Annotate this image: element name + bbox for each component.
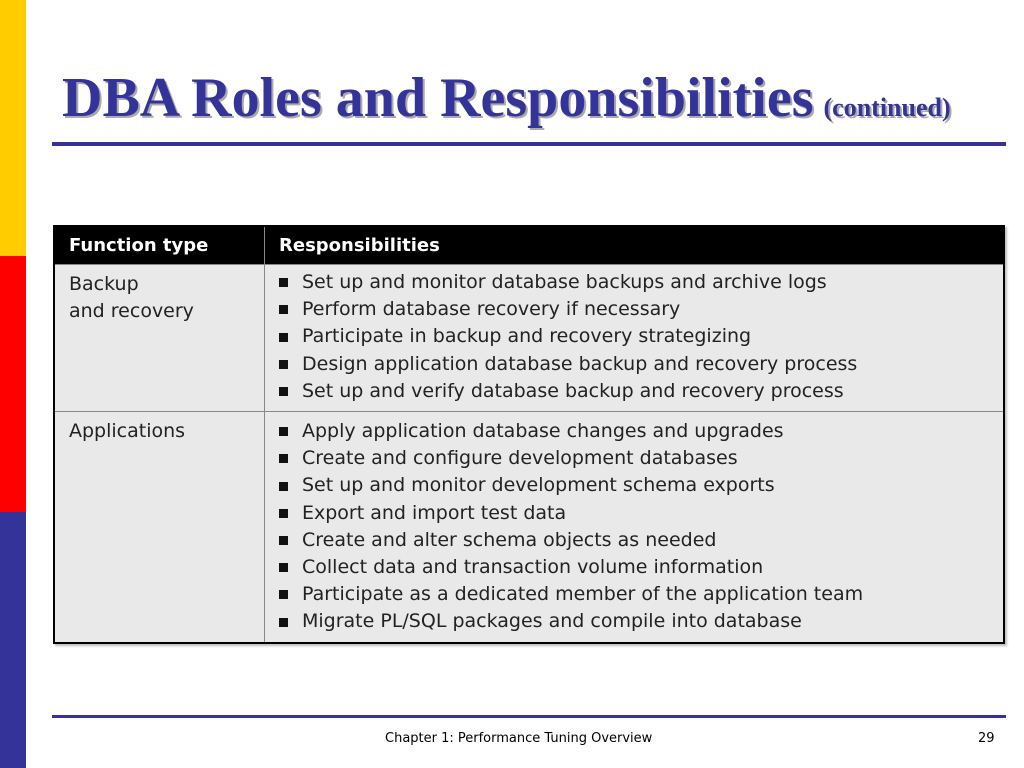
list-item-text: Participate in backup and recovery strategizing	[302, 325, 752, 348]
square-bullet-icon	[279, 618, 288, 627]
list-item-text: Export and import test data	[302, 501, 567, 524]
square-bullet-icon	[279, 360, 288, 369]
footer-chapter-label: Chapter 1: Performance Tuning Overview	[385, 731, 653, 746]
list-item	[279, 296, 993, 323]
table-row	[54, 412, 1004, 643]
list-item	[279, 554, 993, 581]
list-item-text: Design application database backup and recovery process	[302, 352, 858, 375]
square-bullet-icon	[279, 278, 288, 287]
list-item-text: Participate as a dedicated member of the application team	[302, 583, 864, 606]
table-header-row	[54, 226, 1004, 265]
responsibilities-cell	[265, 412, 1005, 643]
square-bullet-icon	[279, 387, 288, 396]
list-item	[279, 269, 993, 296]
table-header-responsibilities: Responsibilities	[265, 226, 1005, 265]
square-bullet-icon	[279, 427, 288, 436]
list-item	[279, 351, 993, 378]
list-item-text: Set up and verify database backup and recovery process	[302, 379, 844, 402]
title-divider	[52, 142, 1006, 146]
square-bullet-icon	[279, 482, 288, 491]
function-type-line: Applications	[69, 420, 186, 443]
list-item-text: Set up and monitor database backups and archive logs	[302, 271, 827, 293]
square-bullet-icon	[279, 563, 288, 572]
function-type-cell	[54, 265, 265, 412]
left-bar-red	[0, 256, 26, 512]
list-item	[279, 445, 993, 472]
list-item-text: Set up and monitor development schema exports	[302, 474, 775, 497]
list-item	[279, 378, 993, 405]
list-item	[279, 472, 993, 499]
list-item-text: Migrate PL/SQL packages and compile into database	[302, 610, 802, 633]
footer-divider	[52, 715, 1006, 718]
left-bar-yellow	[0, 0, 26, 256]
function-type-line: and recovery	[69, 300, 194, 322]
list-item	[279, 500, 993, 527]
list-item	[279, 527, 993, 554]
list-item-text: Apply application database changes and upgrades	[302, 420, 784, 443]
square-bullet-icon	[279, 333, 288, 342]
square-bullet-icon	[279, 454, 288, 463]
list-item	[279, 608, 993, 635]
responsibilities-table	[53, 225, 1005, 644]
list-item-text: Perform database recovery if necessary	[302, 298, 681, 321]
slide-title-suffix: (continued)	[823, 93, 951, 122]
square-bullet-icon	[279, 536, 288, 545]
list-item	[279, 418, 993, 445]
table-row	[54, 265, 1004, 412]
page-number: 29	[978, 731, 995, 746]
slide-title	[62, 66, 951, 130]
function-type-line: Backup	[69, 273, 139, 295]
slide-title-main: DBA Roles and Responsibilities	[62, 67, 814, 129]
list-item-text: Collect data and transaction volume information	[302, 556, 764, 579]
function-type-cell	[54, 412, 265, 643]
list-item	[279, 323, 993, 350]
list-item	[279, 581, 993, 608]
square-bullet-icon	[279, 509, 288, 518]
left-bar-blue	[0, 512, 26, 768]
square-bullet-icon	[279, 590, 288, 599]
list-item-text: Create and alter schema objects as needed	[302, 528, 717, 551]
list-item-text: Create and configure development databases	[302, 447, 738, 470]
square-bullet-icon	[279, 305, 288, 314]
table-header-function-type: Function type	[54, 226, 265, 265]
responsibilities-cell	[265, 265, 1005, 412]
